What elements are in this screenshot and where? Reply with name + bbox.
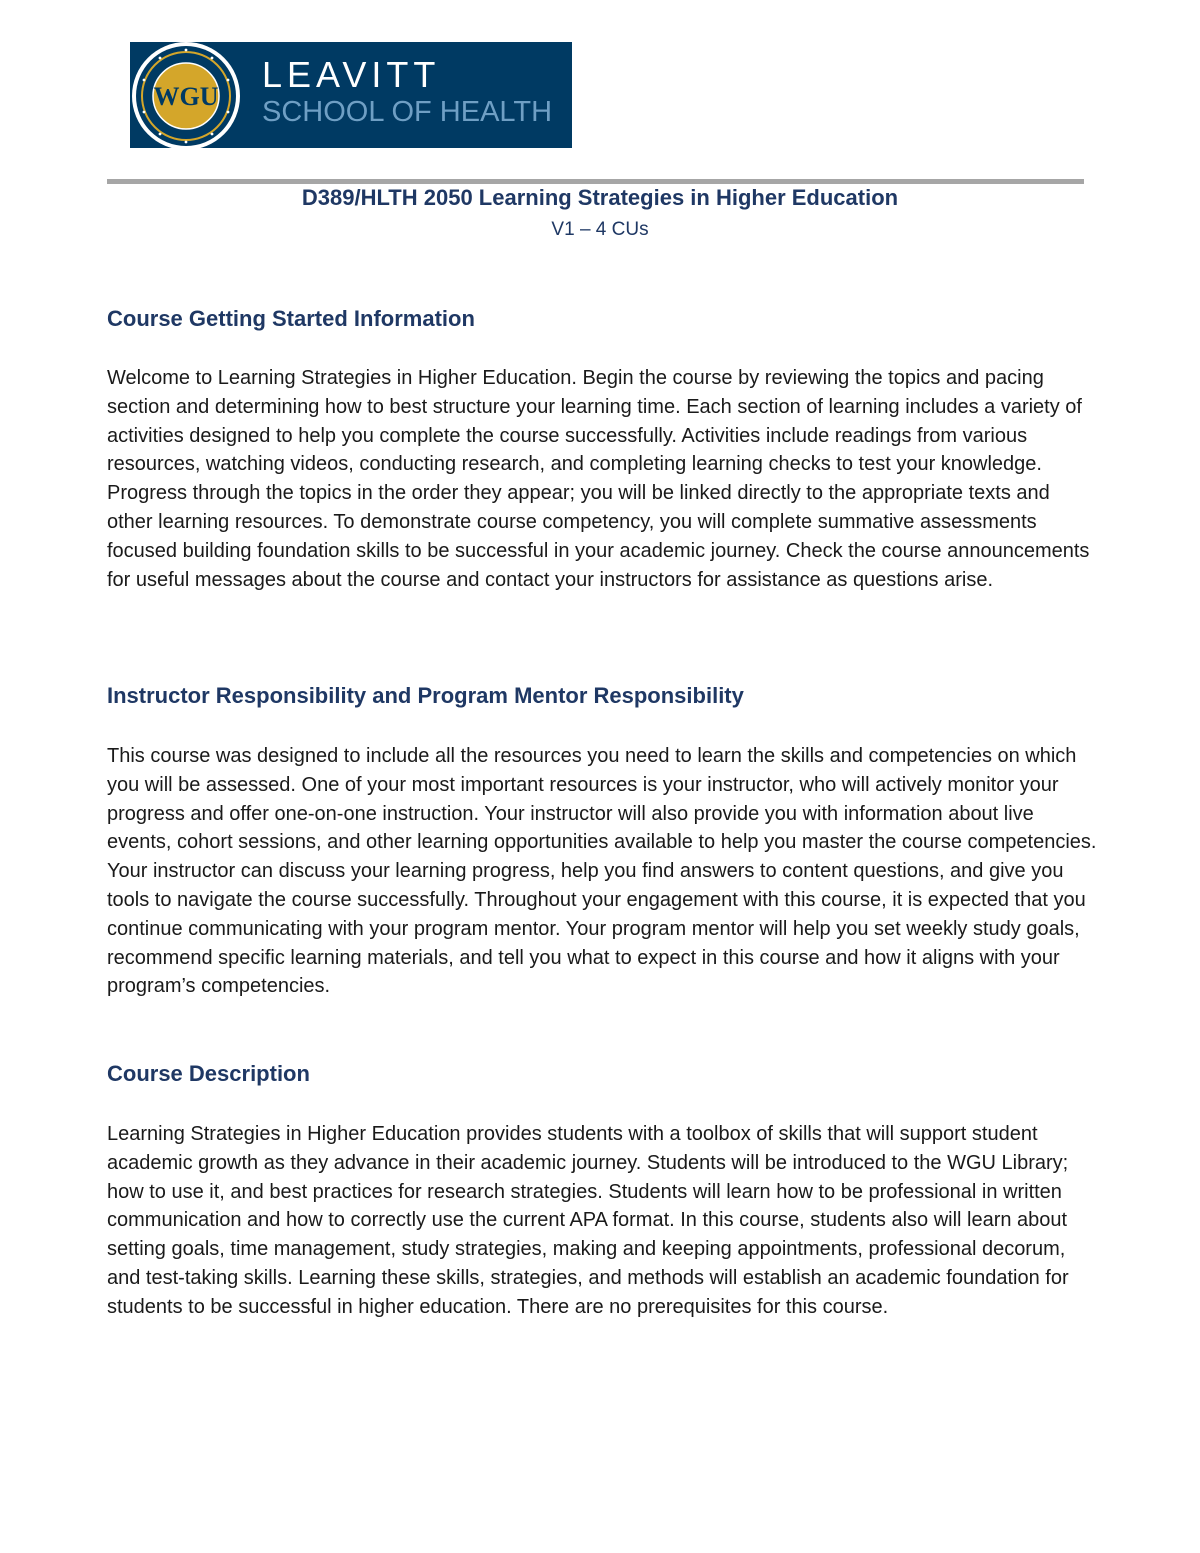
brand-name: LEAVITT	[262, 54, 441, 95]
section-heading-getting-started: Course Getting Started Information	[107, 306, 475, 331]
header-divider	[107, 179, 1084, 184]
wgu-seal-logo	[130, 40, 242, 152]
section-body-getting-started: Welcome to Learning Strategies in Higher Education. Begin the course by reviewing the topics and pacing section and determining how to best structure your learning time. Each section of learning includes a variety of activities designed to help you complete the course successfully. Activities include readings from various resources, watching videos, conducting research, and completing learning checks to test your knowledge. Progress through the topics in the order they appear; you will be linked directly to the appropriate texts and other learning resources. To demonstrate course competency, you will complete summative assessments focused building foundation skills to be successful in your academic journey. Check the course announcements for useful messages about the course and contact your instructors for assistance as questions arise.	[107, 367, 1090, 591]
document-title: D389/HLTH 2050 Learning Strategies in Higher Education	[301, 185, 899, 210]
section-heading-course-description: Course Description	[107, 1061, 310, 1086]
section-body-course-description: Learning Strategies in Higher Education provides students with a toolbox of skills that will support student academic growth as they advance in their academic journey. Students will be introduced to the WGU Library; how to use it, and best practices for research strategies. Students will learn how to be professional in written communication and how to correctly use the current APA format. In this course, students also will learn about setting goals, time management, study strategies, making and keeping appointments, professional decorum, and test-taking skills. Learning these skills, strategies, and methods will establish an academic foundation for students to be successful in higher education. There are no prerequisites for this course.	[107, 1123, 1069, 1318]
section-body-instructor-responsibility: This course was designed to include all the resources you need to learn the skills and competencies on which you will be assessed. One of your most important resources is your instructor, who will actively monitor your progress and offer one-on-one instruction. Your instructor will also provide you with information about live events, cohort sessions, and other learning opportunities available to help you master the course competencies. Your instructor can discuss your learning progress, help you find answers to content questions, and give you tools to navigate the course successfully. Throughout your engagement with this course, it is expected that you continue communicating with your program mentor. Your program mentor will help you set weekly study goals, recommend specific learning materials, and tell you what to expect in this course and how it aligns with your program’s competencies.	[107, 745, 1097, 998]
document-subtitle: V1 – 4 CUs	[551, 219, 649, 240]
brand-subname: SCHOOL OF HEALTH	[262, 96, 553, 128]
section-heading-instructor-responsibility: Instructor Responsibility and Program Mentor Responsibility	[107, 683, 744, 708]
svg-text:WGU: WGU	[153, 82, 219, 111]
